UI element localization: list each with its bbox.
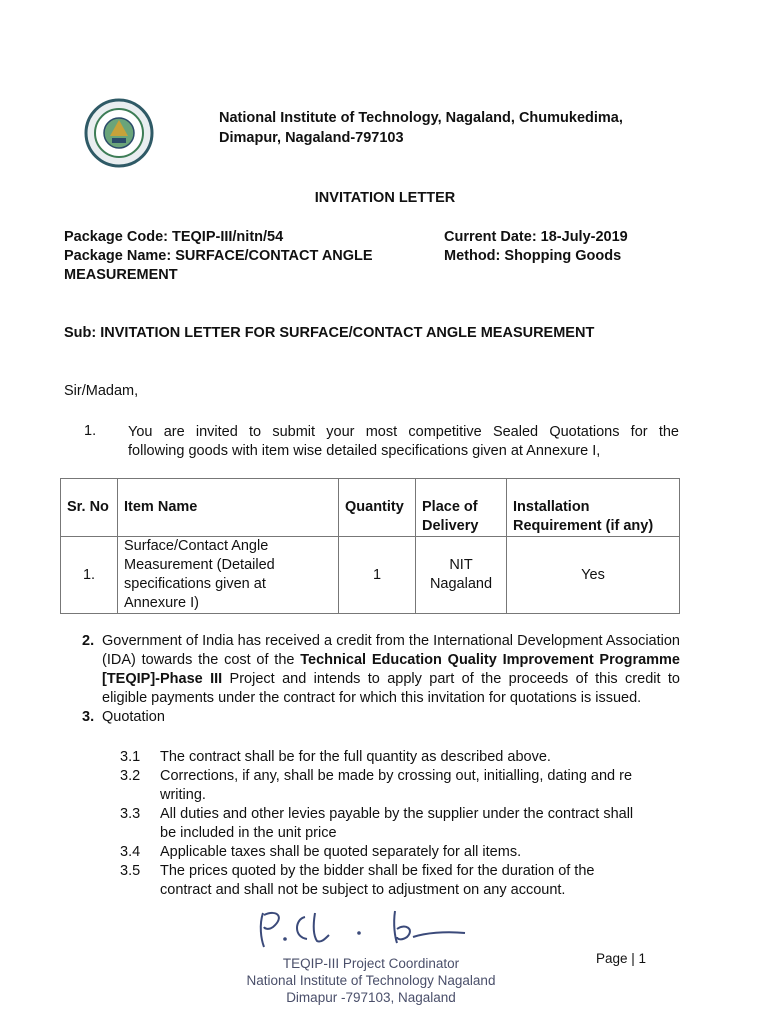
signature-icon	[255, 905, 485, 955]
list-item	[120, 767, 680, 805]
list-item	[120, 805, 680, 843]
list-item-text: The contract shall be for the full quantity as described above.	[160, 749, 551, 765]
package-code: Package Code: TEQIP-III/nitn/54	[64, 229, 284, 245]
items-table	[60, 478, 680, 614]
item-line4: Annexure I)	[124, 595, 199, 611]
header-place-l2: Delivery	[422, 518, 479, 534]
para3-heading	[82, 708, 680, 727]
header-install-l2: Requirement (if any)	[513, 518, 654, 534]
cell-place	[416, 537, 507, 614]
header-sr-no: Sr. No	[61, 479, 118, 537]
place-line2: Nagaland	[429, 576, 493, 592]
list-item-text: All duties and other levies payable by the supplier under the contract shall	[160, 806, 634, 822]
para2-text	[102, 632, 680, 708]
para2-number: 2.	[82, 633, 95, 649]
place-line1: NIT	[449, 557, 473, 573]
header-item-name: Item Name	[118, 479, 339, 537]
list-item-number: 3.1	[120, 749, 141, 765]
item-line2: Measurement (Detailed	[124, 557, 275, 573]
cell-sr-no: 1.	[61, 537, 118, 614]
institute-name-line: National Institute of Technology, Nagaland, Chumukedima,	[219, 110, 623, 126]
stamp-line1: TEQIP-III Project Coordinator	[282, 956, 460, 971]
subject-line: Sub: INVITATION LETTER FOR SURFACE/CONTACT ANGLE MEASUREMENT	[64, 325, 595, 341]
item-line3: specifications given at	[124, 576, 266, 592]
package-info	[64, 228, 424, 285]
list-item	[120, 843, 680, 862]
institute-seal-icon	[84, 98, 154, 168]
coordinator-stamp	[246, 955, 496, 1015]
para2-text-a: Government of India has received a credit from the International Development Association (IDA) towards the cost of the	[102, 633, 680, 668]
header-place-l1: Place of	[422, 499, 478, 515]
cell-installation: Yes	[507, 537, 680, 614]
list-item-text-cont: contract and shall not be subject to adjustment on any account.	[160, 882, 566, 898]
para1-line1: You are invited to submit your most competitive Sealed Quotations for the	[128, 424, 679, 440]
list-item-number: 3.5	[120, 863, 141, 879]
institute-city-line: Dimapur, Nagaland-797103	[219, 130, 404, 146]
package-meta	[444, 228, 628, 266]
table-row	[61, 537, 680, 614]
list-item-text: Corrections, if any, shall be made by crossing out, initialling, dating and re	[160, 768, 633, 784]
para1-text	[128, 423, 679, 461]
package-name-line2: MEASUREMENT	[64, 267, 178, 283]
procurement-method: Method: Shopping Goods	[444, 248, 622, 264]
page-number: Page | 1	[596, 951, 647, 966]
stamp-line3: Dimapur -797103, Nagaland	[286, 990, 456, 1005]
list-item-text-cont: writing.	[160, 787, 206, 803]
stamp-line2: National Institute of Technology Nagaland	[246, 973, 496, 988]
institute-address	[219, 108, 623, 148]
list-item-number: 3.3	[120, 806, 141, 822]
header-installation	[507, 479, 680, 537]
para2-text-b: Project and intends to apply part of the proceeds of this credit to eligible payments under the contract for which this invitation for quotations is issued.	[102, 671, 680, 706]
list-item-text: The prices quoted by the bidder shall be fixed for the duration of the	[160, 863, 595, 879]
header-quantity: Quantity	[339, 479, 416, 537]
list-item-number: 3.2	[120, 768, 141, 784]
quotation-list	[120, 748, 680, 900]
para2	[82, 632, 680, 727]
header-place	[416, 479, 507, 537]
cell-item-name	[118, 537, 339, 614]
para3-label: Quotation	[102, 709, 165, 725]
table-header-row	[61, 479, 680, 537]
para3-number: 3.	[82, 709, 95, 725]
para1-number: 1.	[84, 423, 97, 439]
list-item	[120, 862, 680, 900]
list-item	[120, 748, 680, 767]
header-install-l1: Installation	[513, 499, 590, 515]
salutation: Sir/Madam,	[64, 383, 139, 399]
list-item-number: 3.4	[120, 844, 141, 860]
list-item-text: Applicable taxes shall be quoted separately for all items.	[160, 844, 522, 860]
letter-title: INVITATION LETTER	[314, 190, 456, 206]
para2-text-bold: Technical Education Quality Improvement Programme [TEQIP]-Phase III	[102, 652, 680, 687]
item-line1: Surface/Contact Angle	[124, 538, 269, 554]
para1-line2: following goods with item wise detailed specifications given at Annexure I,	[128, 443, 601, 459]
list-item-text-cont: be included in the unit price	[160, 825, 337, 841]
cell-quantity: 1	[339, 537, 416, 614]
package-name-line1: Package Name: SURFACE/CONTACT ANGLE	[64, 248, 373, 264]
current-date: Current Date: 18-July-2019	[444, 229, 628, 245]
